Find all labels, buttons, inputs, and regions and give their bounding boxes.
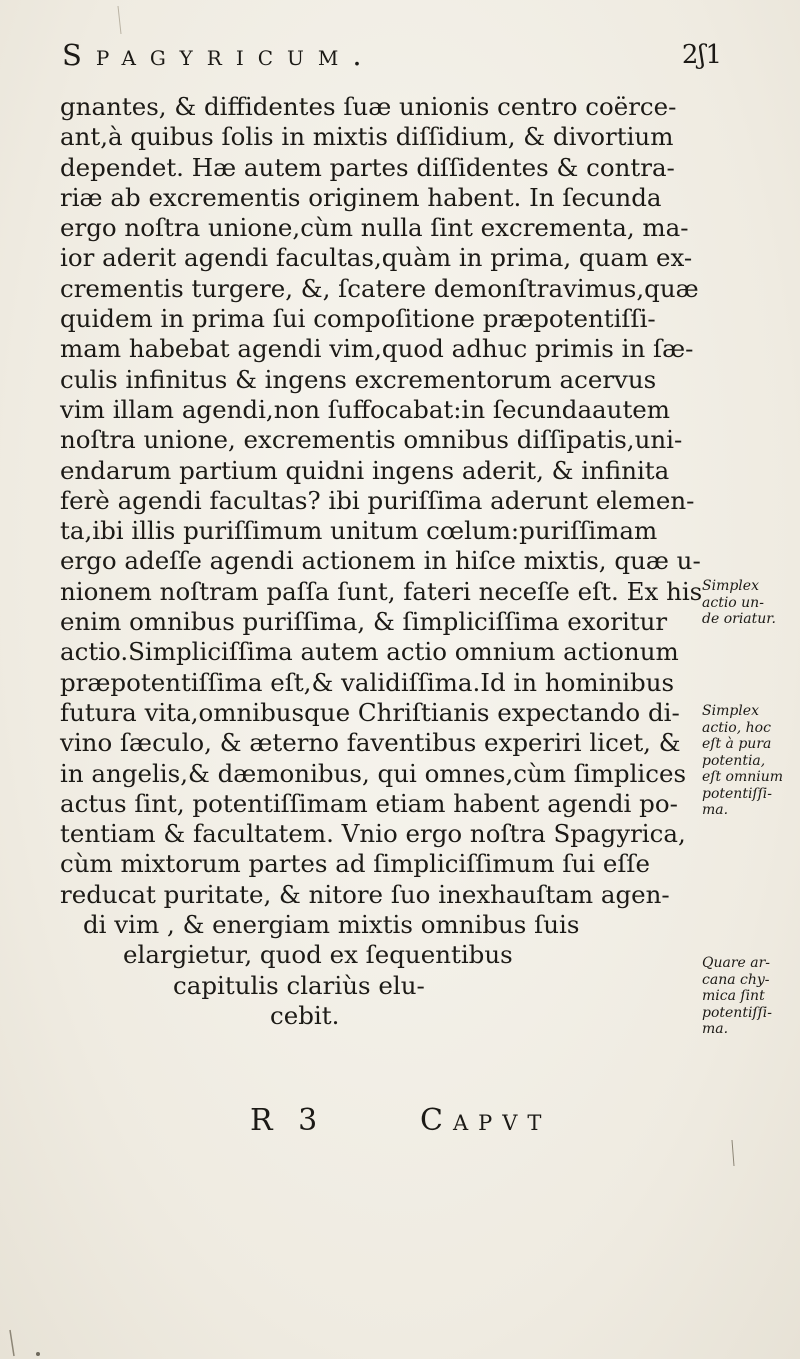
margin-note-line: potentiſſi- <box>702 785 772 802</box>
text-line: vino ſæculo, & æterno faventibus experiri licet, & <box>60 728 681 758</box>
catchword: Capvt <box>420 1103 552 1138</box>
text-line: endarum partium quidni ingens aderit, & infinita <box>60 455 670 485</box>
margin-note-line: actio un- <box>702 594 764 611</box>
text-line: enim omnibus puriſſima, & ſimpliciſſima exoritur <box>60 607 668 637</box>
margin-note-line: eſt à pura <box>702 736 772 752</box>
margin-speck <box>36 1352 40 1356</box>
text-line: gnantes, & diffidentes ſuæ unionis centro coërce- <box>60 92 677 121</box>
margin-note-line: potentiſſi- <box>702 1004 772 1021</box>
text-line: mam habebat agendi vim,quod adhuc primis in ſæ- <box>60 334 694 364</box>
text-line: elargietur, quod ex ſequentibus <box>123 940 513 970</box>
text-line: crementis turgere, &, ſcatere demonſtravimus,quæ <box>60 273 699 303</box>
main-text-block <box>60 92 703 1031</box>
text-line: ferè agendi facultas? ibi puriſſima aderunt elemen- <box>60 485 695 515</box>
page-number: 2ʃ1 <box>681 40 722 70</box>
text-line: ior aderit agendi facultas,quàm in prima, quam ex- <box>60 243 693 273</box>
signature-mark: R 3 <box>250 1103 326 1138</box>
text-line: vim illam agendi,non ſuffocabat:in ſecundaautem <box>60 394 671 424</box>
margin-note-line: ma. <box>702 1021 729 1037</box>
margin-note-line: cana chy- <box>702 971 770 988</box>
margin-note-line: Simplex <box>702 703 759 719</box>
text-line: actio.Simpliciſſima autem actio omnium actionum <box>60 637 679 667</box>
margin-speck <box>10 1330 14 1356</box>
text-line: riæ ab excrementis originem habent. In ſecunda <box>60 182 662 212</box>
page-footer <box>250 1103 730 1143</box>
margin-note <box>702 955 796 1038</box>
margin-speck <box>732 1140 734 1166</box>
margin-note <box>702 578 796 628</box>
text-line: futura vita,omnibusque Chriſtianis expectando di- <box>60 697 680 727</box>
margin-note-line: potentia, <box>702 752 766 769</box>
margin-note-line: eſt omnium <box>702 769 784 785</box>
bleed-through-stroke <box>118 6 121 34</box>
text-line: actus ſint, potentiſſimam etiam habent agendi po- <box>60 788 678 818</box>
margin-note-line: Quare ar- <box>702 955 771 971</box>
margin-note-line: ma. <box>702 802 729 818</box>
margin-note-line: Simplex <box>702 578 759 594</box>
page-header <box>62 38 722 78</box>
text-line: præpotentiſſima eſt,& validiſſima.Id in hominibus <box>60 667 675 697</box>
margin-note-line: de oriatur. <box>702 611 776 627</box>
text-line: culis infinitus & ingens excrementorum acervus <box>60 364 657 394</box>
text-line: capitulis clariùs elu- <box>173 970 425 1000</box>
text-line: quidem in prima ſui compoſitione præpotentiſſi- <box>60 304 656 334</box>
text-line: cùm mixtorum partes ad ſimpliciſſimum ſui eſſe <box>60 849 650 879</box>
running-head: Spagyricum. <box>62 38 376 72</box>
text-line: ergo noſtra unione,cùm nulla ſint excrementa, ma- <box>60 213 689 243</box>
text-line: di vim , & energiam mixtis omnibus ſuis <box>83 910 580 940</box>
text-line: ergo adeſſe agendi actionem in hiſce mixtis, quæ u- <box>60 546 701 576</box>
margin-note <box>702 703 796 819</box>
text-line: reducat puritate, & nitore ſuo inexhauſtam agen- <box>60 879 670 909</box>
text-line: ant,à quibus ſolis in mixtis diſſidium, & divortium <box>60 122 674 152</box>
text-line: dependet. Hæ autem partes diſſidentes & contra- <box>60 152 675 182</box>
text-line: ta,ibi illis puriſſimum unitum cœlum:puriſſimam <box>60 516 658 546</box>
text-line: in angelis,& dæmonibus, qui omnes,cùm ſimplices <box>60 758 687 788</box>
text-line: noſtra unione, excrementis omnibus diſſipatis,uni- <box>60 425 683 455</box>
margin-note-line: mica ſint <box>702 988 765 1004</box>
text-line: nionem noſtram paſſa ſunt, fateri neceſſe eſt. Ex his <box>60 576 703 606</box>
text-line: cebit. <box>270 1000 340 1030</box>
text-line: tentiam & facultatem. Vnio ergo noſtra Spagyrica, <box>60 819 686 849</box>
margin-note-line: actio, hoc <box>702 719 771 736</box>
